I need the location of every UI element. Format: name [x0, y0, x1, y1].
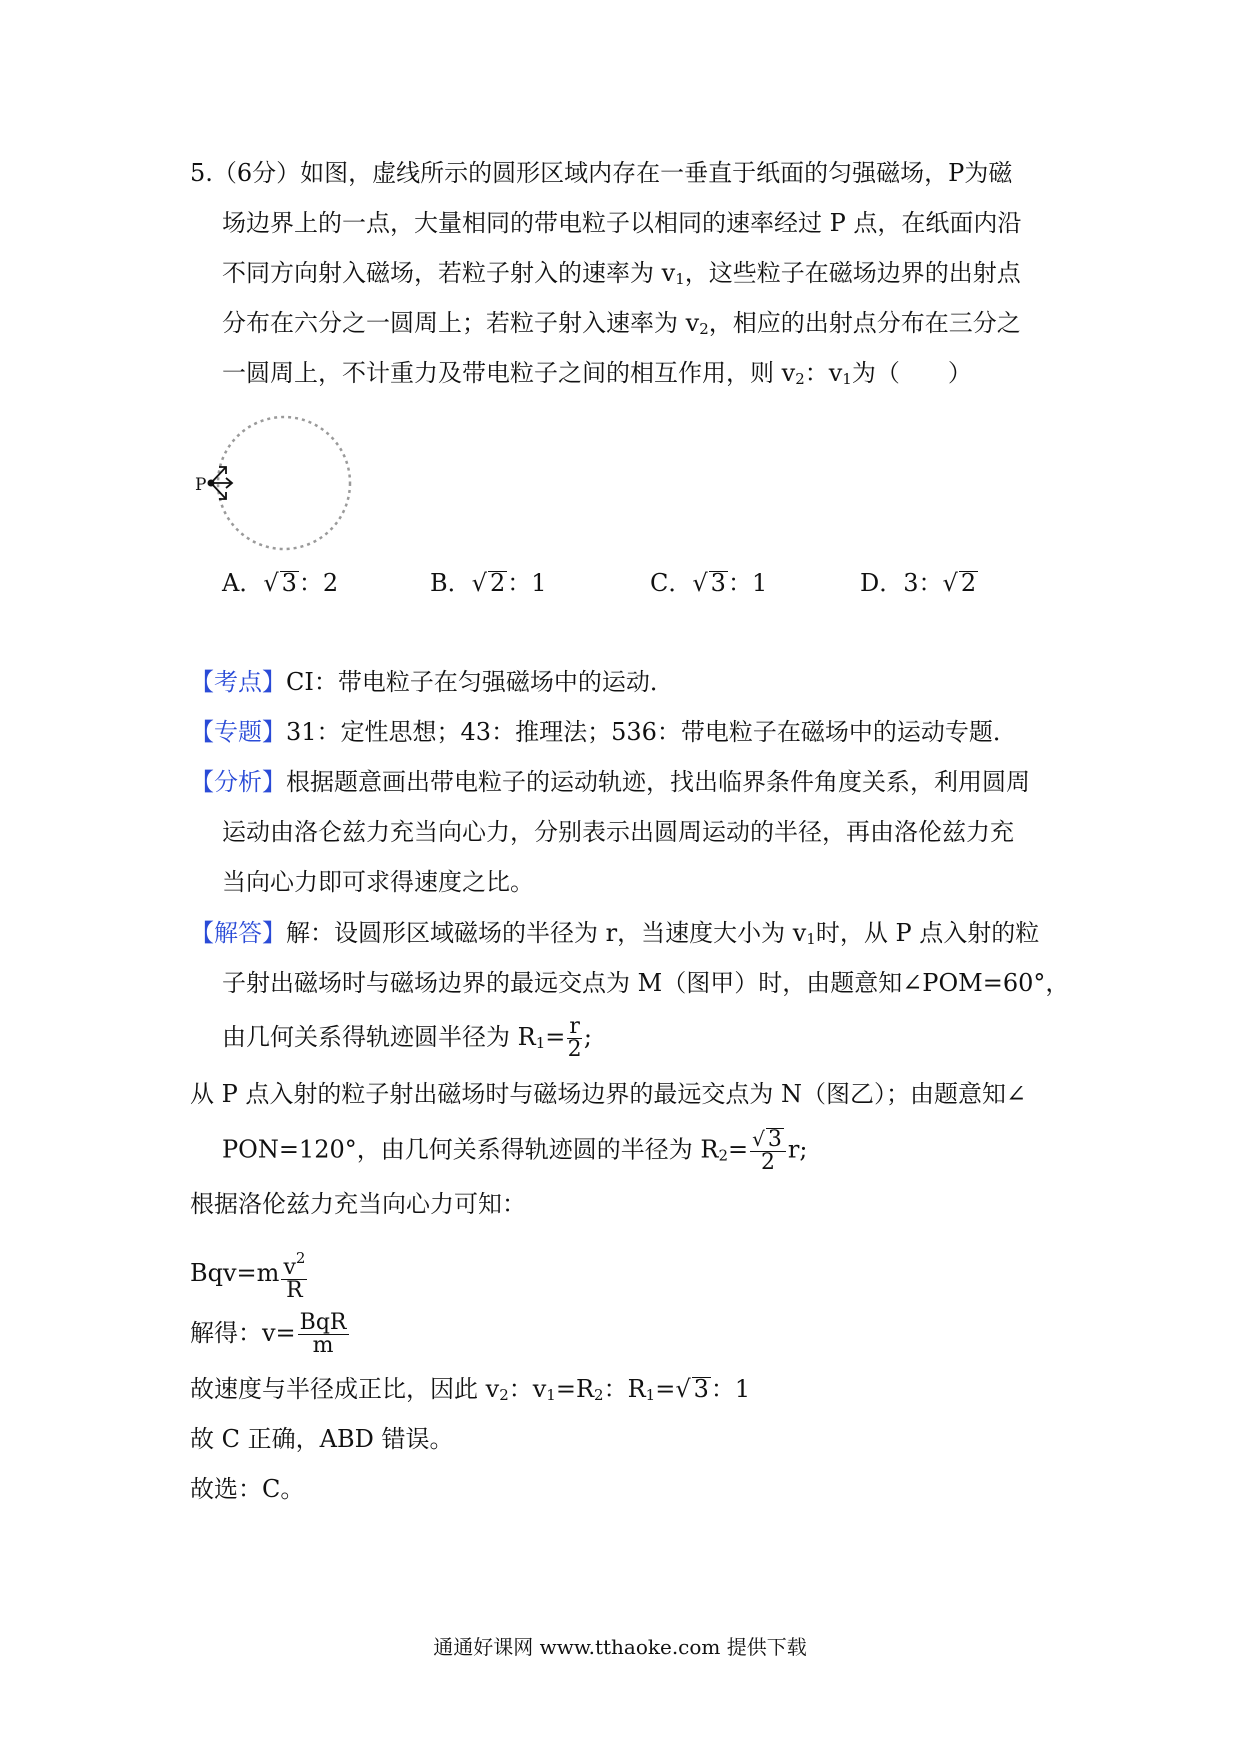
jieda-tag: 【解答】: [190, 919, 286, 947]
fraction-r-over-2: $\frac{r}{2}$: [567, 1014, 582, 1062]
conclusion-line: 故 C 正确，ABD 错误。: [190, 1425, 454, 1453]
jieda-line-2: 子射出磁场时与磁场边界的最远交点为 M（图甲）时，由题意知∠POM=60°，: [222, 969, 1070, 997]
fenxi-line-1: 【分析】根据题意画出带电粒子的运动轨迹，找出临界条件角度关系，利用圆周: [190, 768, 1030, 796]
zhuanti-tag: 【专题】: [190, 718, 286, 746]
fraction-sqrt3-over-2: $\frac{√ 3}{2}$: [750, 1128, 786, 1174]
question-line-4: 分布在六分之一圆周上；若粒子射入速率为 $v_2$，相应的出射点分布在三分之: [222, 309, 1021, 338]
choice-d[interactable]: D．3：√ 2: [860, 569, 977, 597]
fraction-v2-over-r: $\frac{v^2}{R}$: [283, 1249, 306, 1303]
fenxi-line-3: 当向心力即可求得速度之比。: [222, 868, 534, 896]
velocity-arrow-up: [211, 467, 226, 483]
choice-a[interactable]: A．√ 3：2: [222, 569, 339, 597]
choice-c[interactable]: C．√ 3：1: [650, 569, 768, 597]
question-line-5: 一圆周上，不计重力及带电粒子之间的相互作用，则 $v_2$：$v_1$为（ ）: [222, 359, 972, 388]
fenxi-tag: 【分析】: [190, 768, 286, 796]
jieda-line-5: PON=120°，由几何关系得轨迹圆的半径为 $R_2=$ $\frac{√ 3}{2}$ r;: [222, 1127, 808, 1175]
magnetic-field-figure: [190, 405, 370, 565]
question-line-1: 5.（6分）如图，虚线所示的圆形区域内存在一垂直于纸面的匀强磁场，P为磁: [190, 159, 1013, 187]
choice-b[interactable]: B．√ 2：1: [430, 569, 547, 597]
question-line-3: 不同方向射入磁场，若粒子射入的速率为 $v_1$，这些粒子在磁场边界的出射点: [222, 259, 1021, 288]
zhuanti-line: 【专题】31：定性思想；43：推理法；536：带电粒子在磁场中的运动专题．: [190, 718, 1017, 746]
fraction-bqr-over-m: $\frac{\text{BqR}}{m}$: [299, 1310, 347, 1358]
kaodian-tag: 【考点】: [190, 668, 286, 696]
fenxi-line-2: 运动由洛仑兹力充当向心力，分别表示出圆周运动的半径，再由洛伦兹力充: [222, 818, 1014, 846]
jieda-line-1: 【解答】解：设圆形区域磁场的半径为 r，当速度大小为 $v_1$时，从 P 点入射的粒: [190, 919, 1040, 948]
jieda-line-3: 由几何关系得轨迹圆半径为 $R_1=$ $\frac{r}{2}$ ;: [222, 1014, 592, 1062]
point-p-label: P: [195, 475, 207, 495]
dashed-field-boundary: [218, 417, 350, 549]
ratio-line: 故速度与半径成正比，因此 $v_2$：$v_1=R_2$：$R_1=√$ 3：1: [190, 1375, 751, 1404]
footer-source: 通通好课网 www.tthaoke.com 提供下载: [433, 1635, 807, 1659]
kaodian-line: 【考点】CI：带电粒子在匀强磁场中的运动．: [190, 668, 674, 696]
jieda-line-6: 根据洛伦兹力充当向心力可知：: [190, 1190, 526, 1218]
answer-line: 故选：C。: [190, 1475, 305, 1503]
jieda-line-4: 从 P 点入射的粒子射出磁场时与磁场边界的最远交点为 N（图乙）；由题意知∠: [190, 1080, 1027, 1108]
equation-lorentz: Bqv=m $\frac{v^2}{R}$: [190, 1249, 306, 1303]
question-line-2: 场边界上的一点，大量相同的带电粒子以相同的速率经过 P 点，在纸面内沿: [222, 209, 1022, 237]
equation-velocity: 解得：v= $\frac{\text{BqR}}{m}$: [190, 1310, 347, 1358]
